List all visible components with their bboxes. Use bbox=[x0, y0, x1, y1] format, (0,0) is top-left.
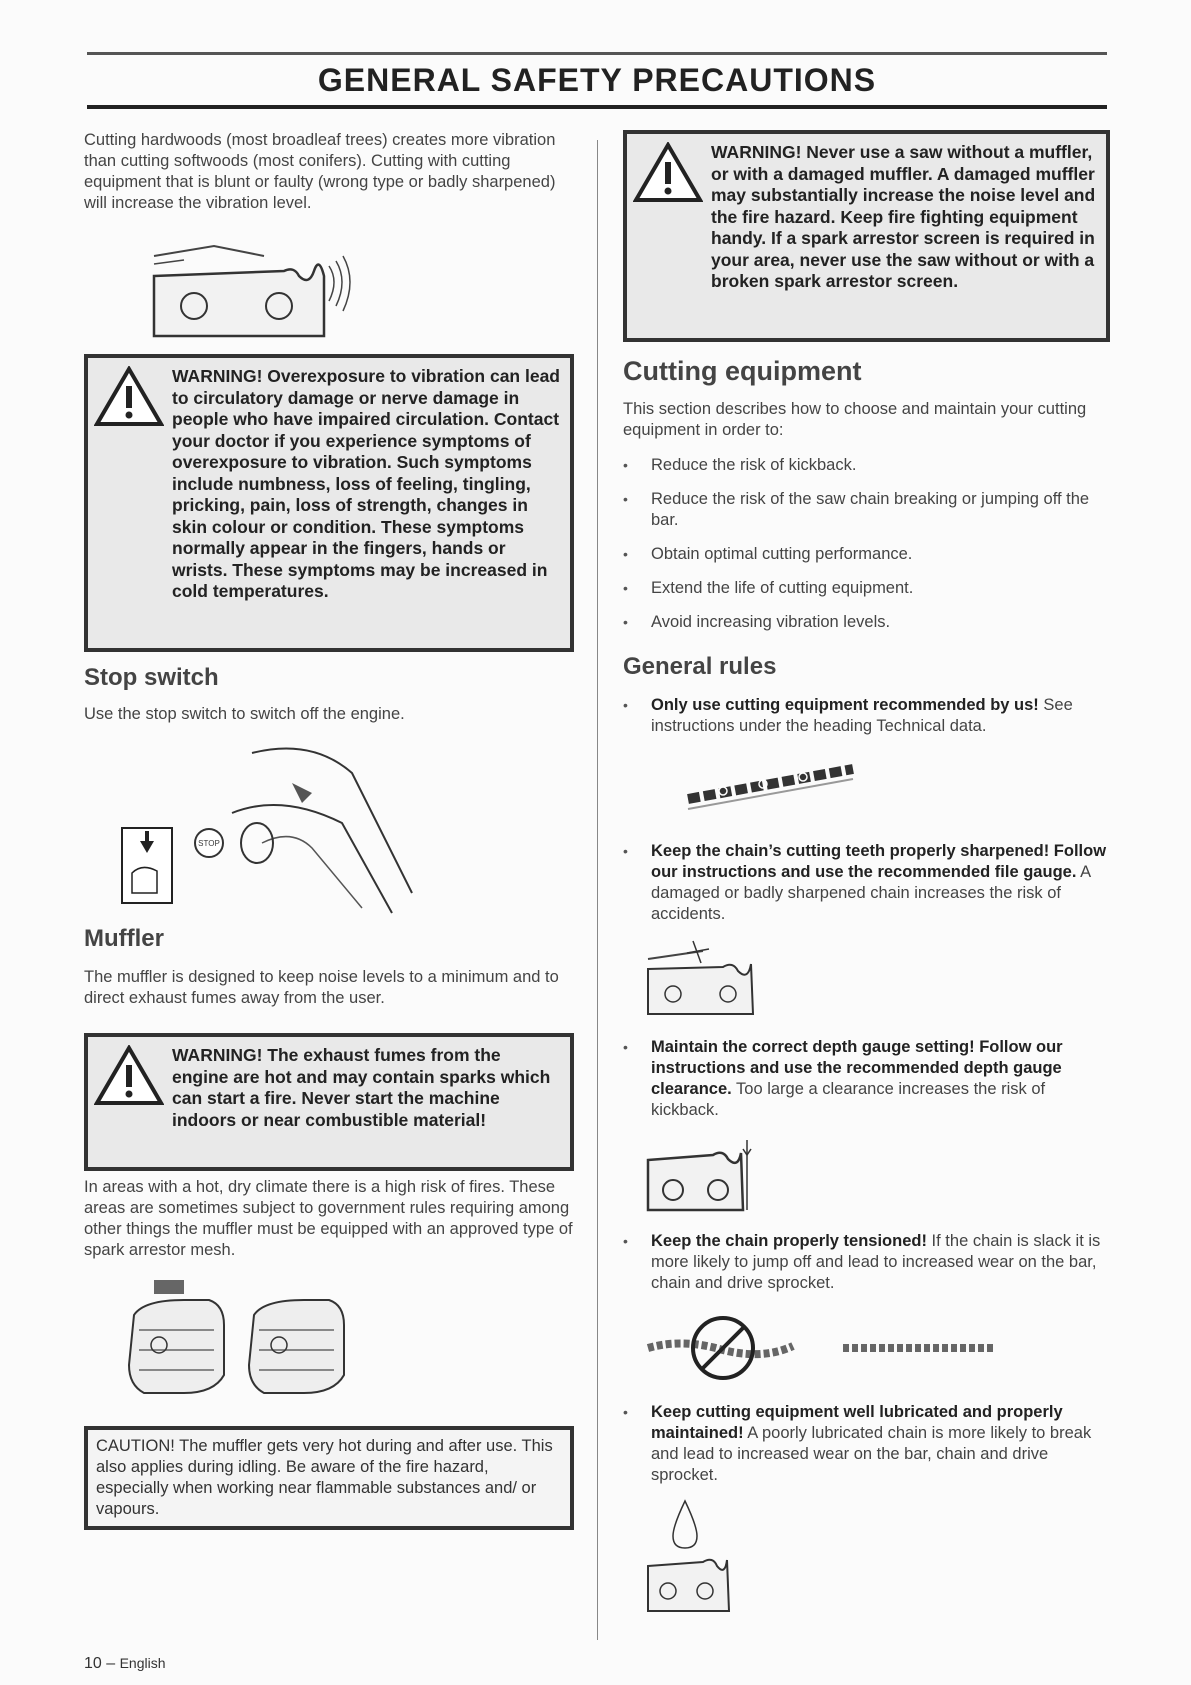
page-number: 10 – bbox=[84, 1655, 116, 1672]
general-rules-list-4 bbox=[623, 1231, 1110, 1294]
rule-bold: Keep the chain’s cutting teeth properly sharpened! Follow our instructions and use the recommended file gauge. bbox=[651, 842, 1107, 881]
rule-item bbox=[623, 695, 1110, 737]
muffler-caution-text: CAUTION! The muffler gets very hot during and after use. This also applies during idling. Be aware of the fire hazard, especially when working near flammable substances and/ or vapours. bbox=[96, 1437, 553, 1518]
muffler-heading: Muffler bbox=[84, 925, 164, 952]
general-rules-list-3 bbox=[623, 1037, 1110, 1121]
list-item: • Avoid increasing vibration levels. bbox=[623, 612, 1110, 633]
page-title-bar bbox=[87, 52, 1107, 109]
vibration-intro-text: Cutting hardwoods (most broadleaf trees) creates more vibration than cutting softwoods (most conifers). Cutting with cutting equipment that is blunt or faulty (wrong type or badly sharpened) will increase the vibration level. bbox=[84, 131, 556, 212]
muffler-warning-text: WARNING! Never use a saw without a muffler, or with a damaged muffler. A damaged muffler may substantially increase the noise level and the fire hazard. Keep fire fighting equipment handy. If a spark arrestor screen is required in your area, never use the saw without or with a broken spark arrestor screen. bbox=[711, 142, 1096, 291]
vibration-warning-box bbox=[84, 354, 574, 652]
muffler-illustration bbox=[114, 1275, 574, 1400]
rule-text: See instructions under the heading Technical data. bbox=[651, 696, 1073, 735]
exhaust-warning-box bbox=[84, 1033, 574, 1171]
hot-climate-text: In areas with a hot, dry climate there is a high risk of fires. These areas are sometimes subject to government rules requiring among other things the muffler must be equipped with an approved type of spark arrestor mesh. bbox=[84, 1178, 573, 1259]
rule-item bbox=[623, 1037, 1110, 1121]
list-item: • Reduce the risk of the saw chain breaking or jumping off the bar. bbox=[623, 489, 1110, 531]
stop-label-icon bbox=[194, 828, 224, 858]
page-title: GENERAL SAFETY PRECAUTIONS bbox=[317, 61, 877, 98]
rule-item bbox=[623, 1231, 1110, 1294]
list-item: • Obtain optimal cutting performance. bbox=[623, 544, 1110, 565]
stop-switch-illustration bbox=[112, 733, 422, 923]
file-gauge-illustration bbox=[643, 939, 1110, 1019]
stop-switch-text: Use the stop switch to switch off the engine. bbox=[84, 705, 405, 723]
rule-text: Too large a clearance increases the risk of kickback. bbox=[651, 1080, 1046, 1119]
cutting-equipment-list bbox=[623, 455, 1110, 633]
warning-triangle-icon bbox=[94, 366, 164, 428]
rule-text: A poorly lubricated chain is more likely to break and lead to increased wear on the bar, chain and drive sprocket. bbox=[651, 1424, 1092, 1484]
rule-text: If the chain is slack it is more likely to jump off and lead to increased wear on the bar, chain and drive sprocket. bbox=[651, 1232, 1101, 1292]
rule-bold: Keep the chain properly tensioned! bbox=[651, 1232, 927, 1250]
depth-gauge-illustration bbox=[643, 1135, 1110, 1215]
cutting-equipment-heading: Cutting equipment bbox=[623, 356, 862, 386]
right-column bbox=[623, 130, 1110, 1616]
rule-text: A damaged or badly sharpened chain increases the risk of accidents. bbox=[651, 863, 1091, 923]
general-rules-heading: General rules bbox=[623, 653, 777, 680]
list-item: • Reduce the risk of kickback. bbox=[623, 455, 1110, 476]
vibration-warning-text: WARNING! Overexposure to vibration can lead to circulatory damage or nerve damage in people who have impaired circulation. Contact your doctor if you experience symptoms of overexposure to vibration. Such symptoms include numbness, loss of feeling, tingling, pricking, pain, loss of strength, changes in skin colour or condition. These symptoms normally appear in the fingers, hands or wrists. These symptoms may be increased in cold temperatures. bbox=[172, 366, 560, 601]
general-rules-list-2 bbox=[623, 841, 1110, 925]
stop-switch-heading: Stop switch bbox=[84, 664, 219, 691]
cutting-equipment-intro: This section describes how to choose and maintain your cutting equipment in order to: bbox=[623, 400, 1087, 439]
general-rules-list-5 bbox=[623, 1402, 1110, 1486]
general-rules-list bbox=[623, 695, 1110, 737]
page-footer bbox=[84, 1655, 166, 1673]
rule-bold: Only use cutting equipment recommended by us! bbox=[651, 696, 1039, 714]
rule-item bbox=[623, 1402, 1110, 1486]
muffler-warning-box bbox=[623, 130, 1110, 342]
rule-bold: Keep cutting equipment well lubricated and properly maintained! bbox=[651, 1403, 1063, 1442]
column-divider bbox=[597, 140, 598, 1640]
chain-tension-illustration bbox=[643, 1308, 1110, 1388]
muffler-text: The muffler is designed to keep noise levels to a minimum and to direct exhaust fumes away from the user. bbox=[84, 968, 559, 1007]
lubrication-illustration bbox=[643, 1496, 1110, 1616]
footer-language: English bbox=[119, 1655, 166, 1671]
chain-illustration bbox=[683, 749, 1110, 819]
stop-label: STOP bbox=[198, 838, 220, 848]
list-item: • Extend the life of cutting equipment. bbox=[623, 578, 1110, 599]
muffler-caution-box bbox=[84, 1426, 574, 1530]
rule-bold: Maintain the correct depth gauge setting! Follow our instructions and use the recommended depth gauge clearance. bbox=[651, 1038, 1063, 1098]
chain-vibration-illustration bbox=[144, 226, 574, 344]
warning-triangle-icon bbox=[633, 142, 703, 204]
warning-triangle-icon bbox=[94, 1045, 164, 1107]
left-column bbox=[84, 130, 574, 1530]
exhaust-warning-text: WARNING! The exhaust fumes from the engine are hot and may contain sparks which can start a fire. Never start the machine indoors or near combustible material! bbox=[172, 1045, 551, 1130]
rule-item bbox=[623, 841, 1110, 925]
